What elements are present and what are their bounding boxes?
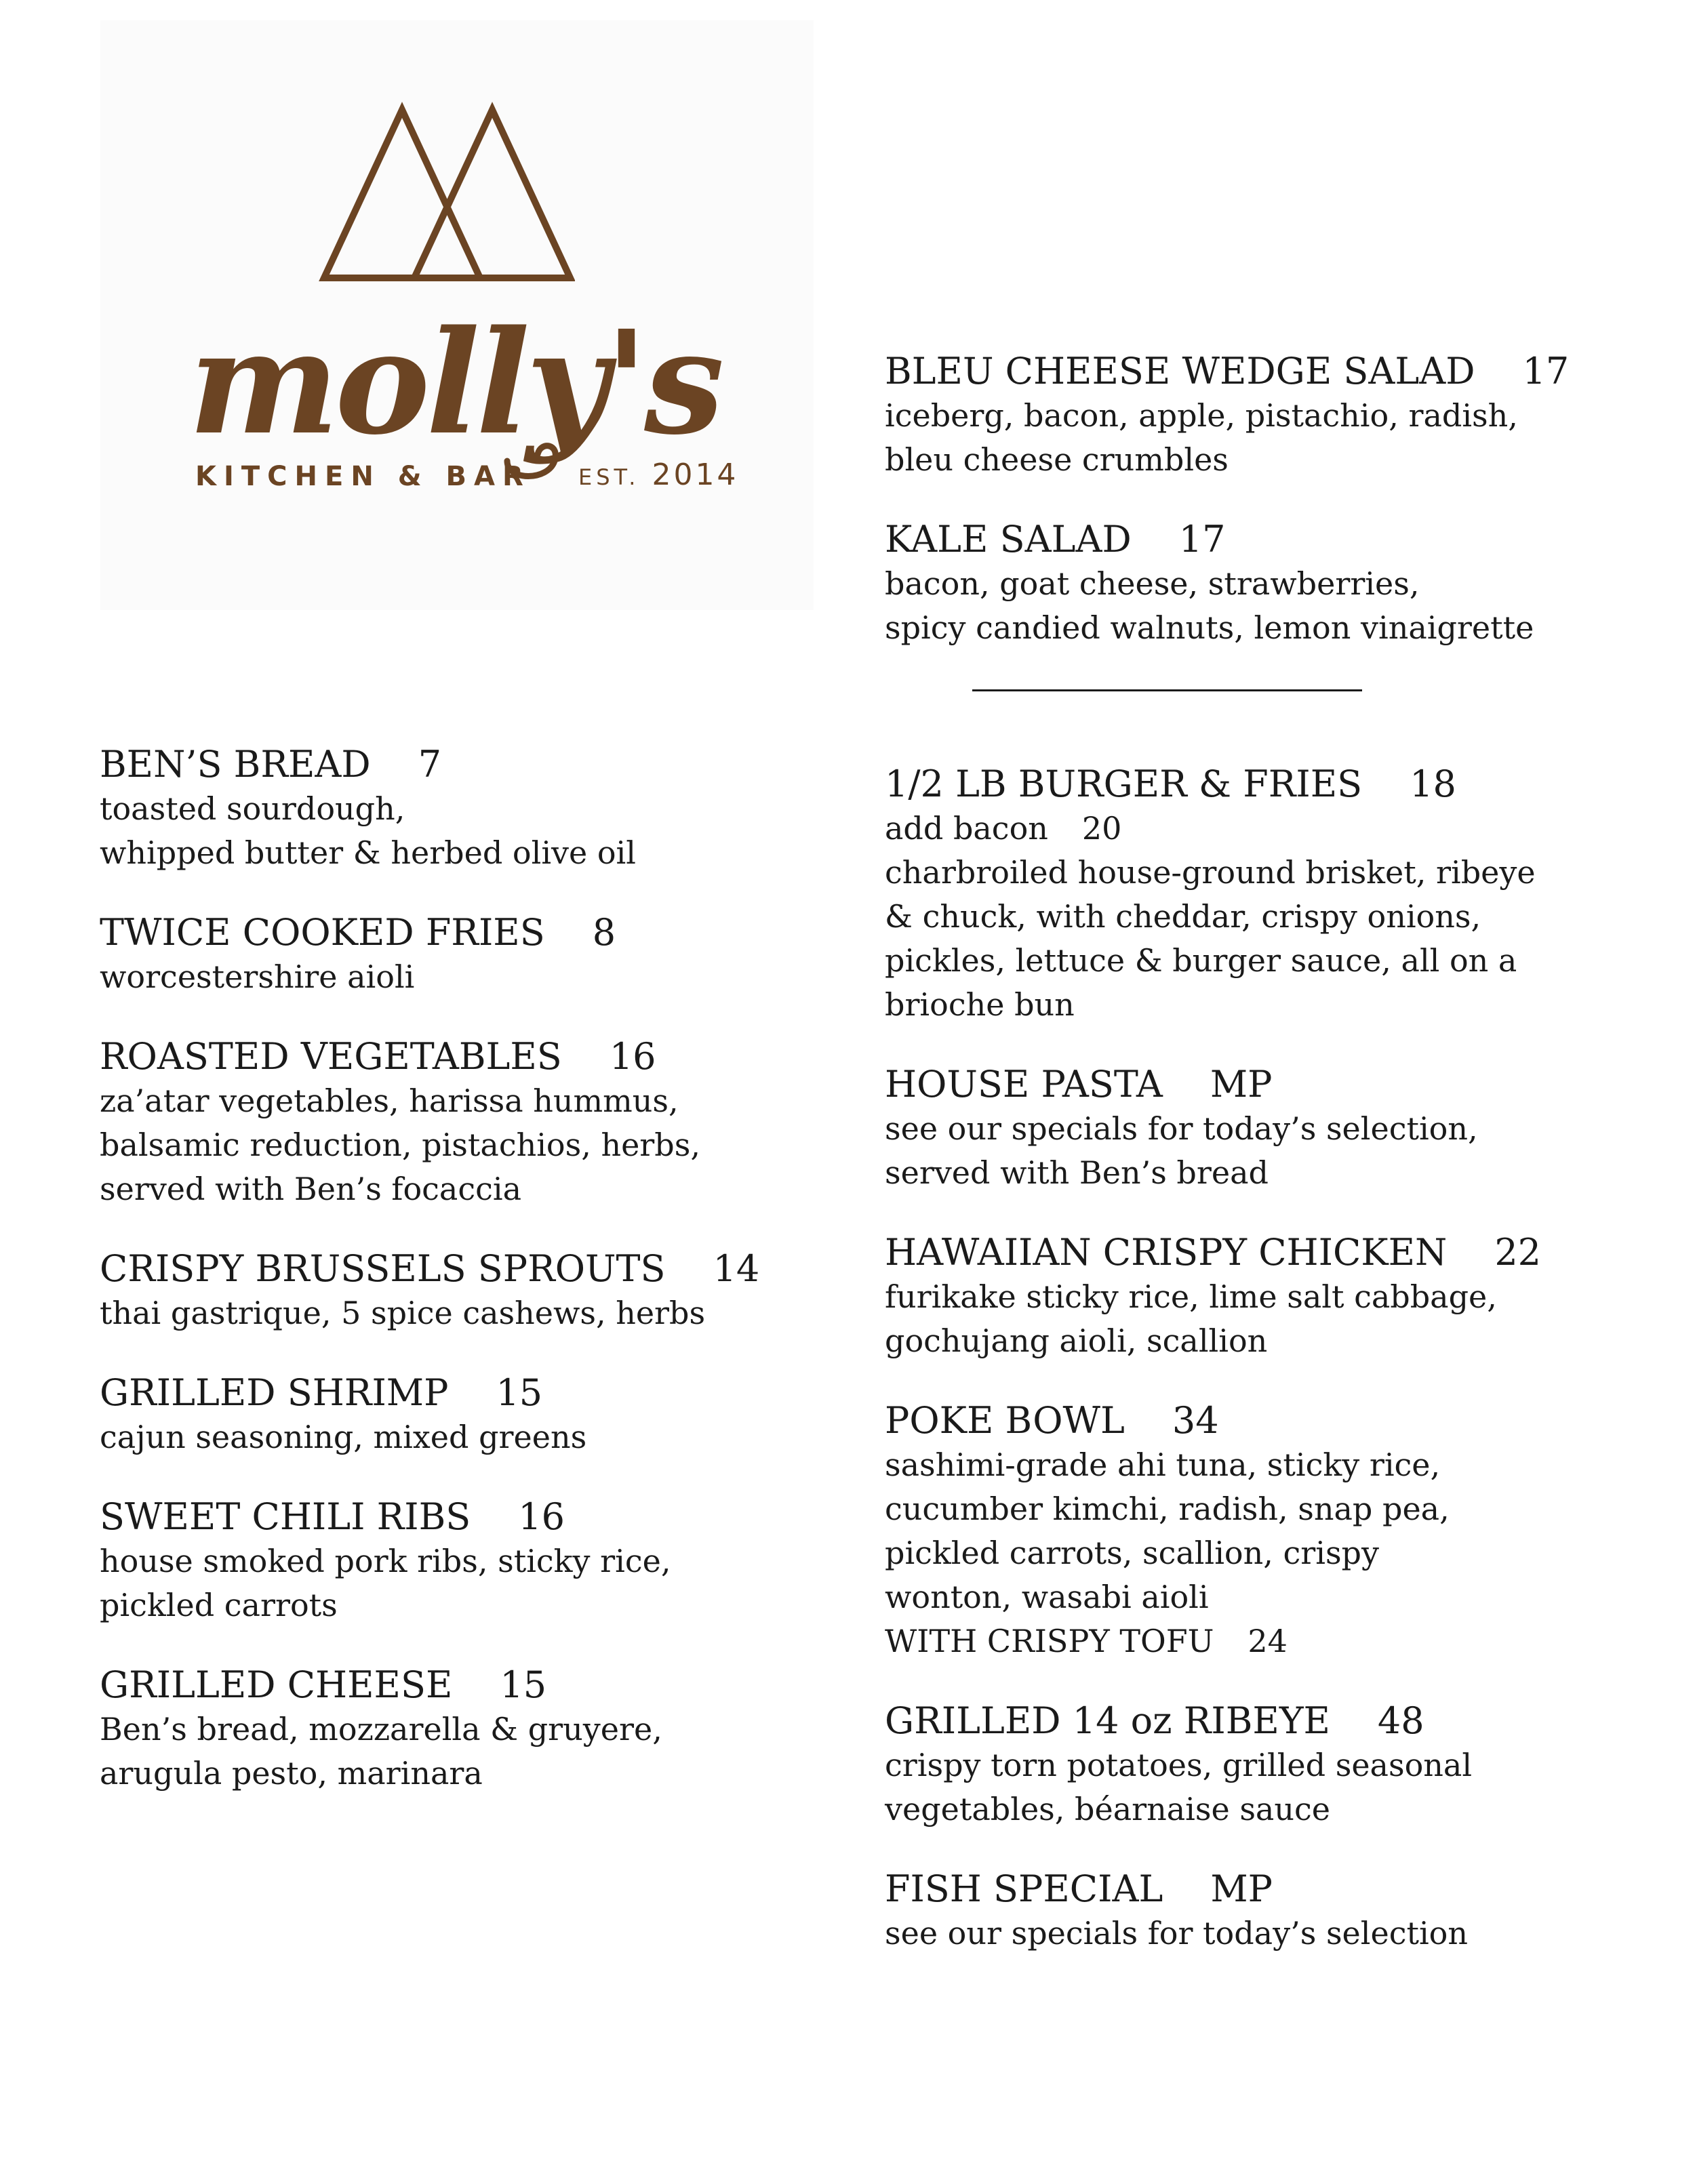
menu-item-description: [885, 394, 1664, 482]
left-column: [100, 742, 812, 1831]
variant-price: 24: [1248, 1623, 1288, 1659]
menu-item: [100, 1247, 812, 1335]
menu-item-name: KALE SALAD: [885, 518, 1132, 561]
description-line: crispy torn potatoes, grilled seasonal: [885, 1747, 1473, 1783]
section-divider: [972, 689, 1362, 691]
menu-item-name: FISH SPECIAL: [885, 1867, 1163, 1910]
menu-item: [885, 1398, 1664, 1663]
variant-label: WITH CRISPY TOFU: [885, 1623, 1214, 1659]
description-line: bleu cheese crumbles: [885, 441, 1229, 478]
menu-item: [885, 349, 1664, 482]
menu-item-description: [100, 787, 812, 875]
menu-item-description: [885, 1743, 1664, 1832]
menu-item-name: GRILLED CHEESE: [100, 1663, 453, 1706]
menu-item-description: [100, 1415, 812, 1459]
description-line: pickled carrots, scallion, crispy: [885, 1535, 1379, 1571]
description-line: cucumber kimchi, radish, snap pea,: [885, 1491, 1450, 1527]
addon-label: add bacon: [885, 810, 1048, 847]
menu-item-description: [100, 1079, 812, 1211]
mains-section: [885, 762, 1664, 1956]
menu-item-name: HOUSE PASTA: [885, 1063, 1163, 1106]
description-line: whipped butter & herbed olive oil: [100, 834, 636, 871]
menu-item: [100, 1663, 812, 1796]
menu-item-price: 16: [609, 1035, 656, 1078]
description-line: sashimi-grade ahi tuna, sticky rice,: [885, 1447, 1441, 1483]
menu-item: [885, 1867, 1664, 1956]
brand-subtitle: KITCHEN & BAR: [195, 461, 531, 492]
menu-item: [885, 1062, 1664, 1195]
menu-item-price: 17: [1178, 518, 1226, 561]
addon-price: 20: [1081, 810, 1122, 847]
menu-item-name: SWEET CHILI RIBS: [100, 1495, 471, 1538]
description-line: iceberg, bacon, apple, pistachio, radish,: [885, 397, 1518, 434]
menu-item: [100, 910, 812, 999]
menu-item-header: [885, 517, 1664, 562]
menu-item-price: 17: [1522, 350, 1570, 392]
description-line: bacon, goat cheese, strawberries,: [885, 565, 1420, 602]
menu-item-description: [100, 1707, 812, 1796]
description-line: see our specials for today’s selection: [885, 1915, 1468, 1952]
menu-item-price: 48: [1377, 1699, 1424, 1742]
menu-item-price: 8: [592, 911, 616, 954]
description-line: balsamic reduction, pistachios, herbs,: [100, 1127, 700, 1163]
menu-item-description: [885, 562, 1664, 650]
description-line: furikake sticky rice, lime salt cabbage,: [885, 1278, 1497, 1315]
description-line: brioche bun: [885, 986, 1075, 1023]
menu-item: [100, 1495, 812, 1627]
menu-item-variant: [885, 1619, 1664, 1663]
est-year: 2014: [652, 458, 739, 492]
menu-item-header: [100, 1247, 812, 1291]
menu-item-header: [885, 762, 1664, 807]
menu-item-price: MP: [1210, 1063, 1273, 1106]
est-label: EST.: [578, 464, 640, 490]
menu-item-name: BLEU CHEESE WEDGE SALAD: [885, 350, 1475, 392]
menu-item: [100, 1371, 812, 1459]
menu-item-price: 15: [500, 1663, 547, 1706]
menu-item-price: 22: [1494, 1231, 1542, 1274]
menu-item-name: POKE BOWL: [885, 1399, 1125, 1442]
description-line: & chuck, with cheddar, crispy onions,: [885, 898, 1481, 935]
menu-item-header: [100, 1663, 812, 1707]
description-line: pickles, lettuce & burger sauce, all on a: [885, 942, 1517, 979]
description-line: thai gastrique, 5 spice cashews, herbs: [100, 1295, 706, 1331]
description-line: toasted sourdough,: [100, 790, 405, 827]
mountain-logo-icon: [317, 102, 575, 305]
menu-item-description: [100, 955, 812, 999]
menu-item-description: [885, 1107, 1664, 1195]
menu-item-description: [885, 1443, 1664, 1619]
description-line: worcestershire aioli: [100, 958, 415, 995]
menu-item-description: [885, 851, 1664, 1027]
description-line: arugula pesto, marinara: [100, 1755, 483, 1792]
menu-item-description: [885, 1275, 1664, 1363]
menu-item: [885, 1699, 1664, 1832]
menu-item-header: [885, 1398, 1664, 1443]
description-line: spicy candied walnuts, lemon vinaigrette: [885, 609, 1534, 646]
description-line: charbroiled house-ground brisket, ribeye: [885, 854, 1536, 891]
menu-item: [100, 1034, 812, 1211]
menu-item-price: 7: [418, 743, 442, 786]
salads-section: [885, 349, 1664, 650]
description-line: house smoked pork ribs, sticky rice,: [100, 1543, 671, 1579]
description-line: see our specials for today’s selection,: [885, 1110, 1478, 1147]
menu-item-header: [885, 1867, 1664, 1912]
menu-item-name: GRILLED 14 oz RIBEYE: [885, 1699, 1330, 1742]
description-line: served with Ben’s focaccia: [100, 1171, 521, 1207]
menu-item-name: 1/2 LB BURGER & FRIES: [885, 763, 1363, 805]
menu-item-name: BEN’S BREAD: [100, 743, 371, 786]
description-line: cajun seasoning, mixed greens: [100, 1419, 587, 1455]
menu-item-price: MP: [1210, 1867, 1273, 1910]
menu-item-name: CRISPY BRUSSELS SPROUTS: [100, 1247, 666, 1290]
menu-item: [885, 762, 1664, 1027]
menu-item-header: [100, 1371, 812, 1415]
right-column: [885, 349, 1664, 1991]
description-line: Ben’s bread, mozzarella & gruyere,: [100, 1711, 662, 1747]
menu-item: [100, 742, 812, 875]
menu-item-price: 16: [518, 1495, 565, 1538]
menu-item-name: ROASTED VEGETABLES: [100, 1035, 562, 1078]
menu-item: [885, 1230, 1664, 1363]
menu-item-header: [885, 1230, 1664, 1275]
brand-wordmark: molly's: [188, 299, 721, 466]
description-line: za’atar vegetables, harissa hummus,: [100, 1083, 679, 1119]
menu-item-header: [885, 349, 1664, 394]
description-line: pickled carrots: [100, 1587, 338, 1623]
brand-established: [578, 458, 738, 492]
menu-item: [885, 517, 1664, 650]
logo-block: [100, 20, 814, 610]
menu-item-name: GRILLED SHRIMP: [100, 1371, 449, 1414]
menu-item-price: 14: [713, 1247, 760, 1290]
menu-item-price: 18: [1410, 763, 1456, 805]
menu-item-header: [100, 910, 812, 955]
menu-item-header: [885, 1699, 1664, 1743]
menu-item-header: [100, 1495, 812, 1539]
menu-item-name: HAWAIIAN CRISPY CHICKEN: [885, 1231, 1448, 1274]
description-line: vegetables, béarnaise sauce: [885, 1791, 1330, 1827]
menu-item-description: [100, 1539, 812, 1627]
menu-item-description: [100, 1291, 812, 1335]
menu-item-header: [100, 1034, 812, 1079]
description-line: gochujang aioli, scallion: [885, 1322, 1268, 1359]
description-line: served with Ben’s bread: [885, 1154, 1269, 1191]
menu-item-description: [885, 1912, 1664, 1956]
menu-item-addon: [885, 807, 1664, 851]
menu-item-header: [885, 1062, 1664, 1107]
menu-item-price: 15: [496, 1371, 543, 1414]
description-line: wonton, wasabi aioli: [885, 1579, 1209, 1615]
menu-item-header: [100, 742, 812, 787]
menu-item-price: 34: [1172, 1399, 1219, 1442]
menu-item-name: TWICE COOKED FRIES: [100, 911, 545, 954]
